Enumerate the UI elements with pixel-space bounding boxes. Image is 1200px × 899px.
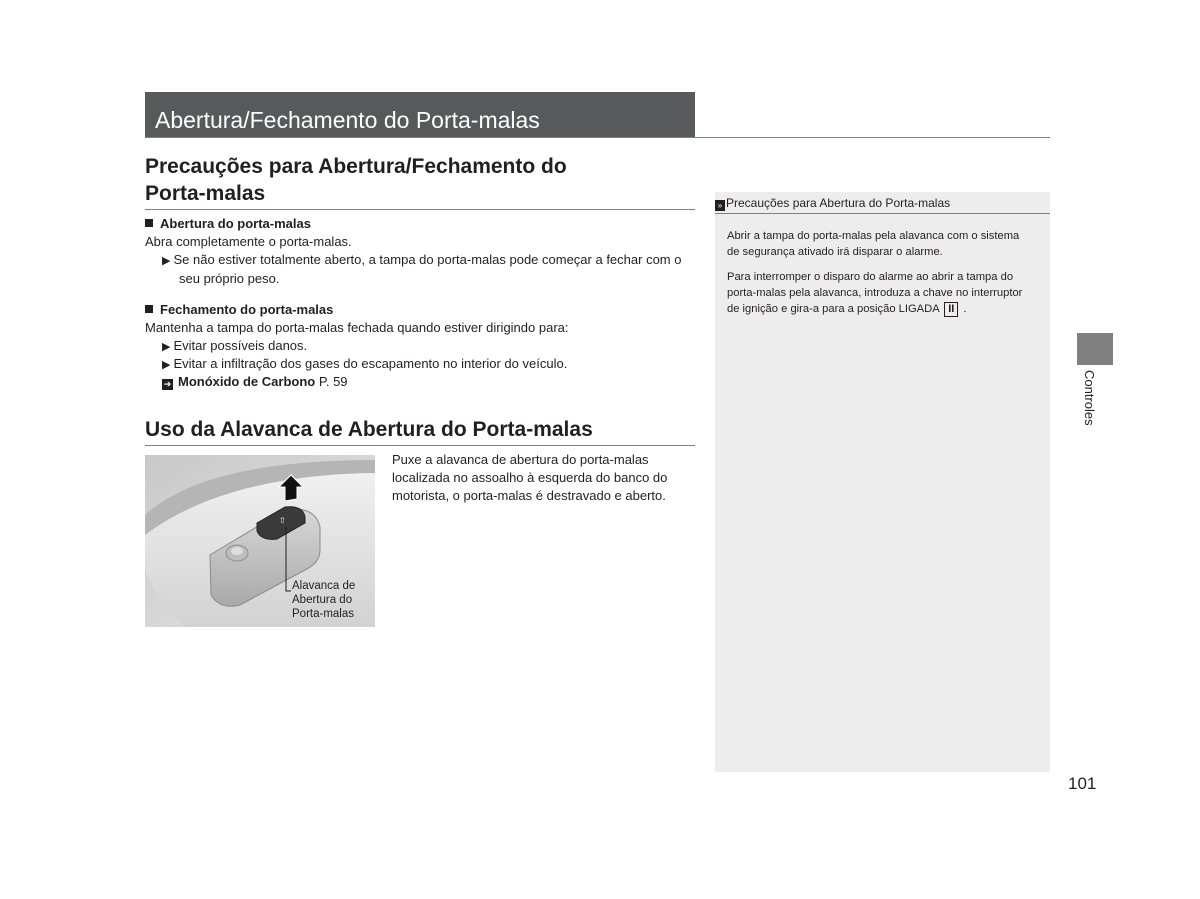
sidebar-p2-end: . [963,303,967,315]
reference-page: P. 59 [318,374,348,389]
closing-bullet-2-text: Evitar a infiltração dos gases do escapamento no interior do veículo. [173,356,568,371]
sidebar-p1-line2: de segurança ativado irá disparar o alarme. [727,246,943,258]
bullet-square-icon [145,219,153,227]
subhead-closing [145,302,333,317]
sidebar-divider [715,213,1050,214]
bullet-square-icon [145,305,153,313]
cross-reference-link[interactable] [162,373,348,391]
ignition-position-badge: II [944,302,958,317]
opening-warning-line2: seu próprio peso. [179,271,280,286]
sidebar-title [715,196,950,211]
reference-arrow-icon: ➔ [163,379,172,389]
sidebar-title-text: Precauções para Abertura do Porta-malas [726,196,951,210]
note-marker-icon: » [715,200,725,211]
closing-text: Mantenha a tampa do porta-malas fechada quando estiver dirigindo para: [145,320,569,335]
lever-callout [292,579,355,621]
chapter-tab-marker [1077,333,1113,365]
page-number: 101 [1068,774,1097,793]
lever-callout-line3: Porta-malas [292,608,354,620]
svg-text:⇧: ⇧ [279,516,286,525]
section-heading-precautions [145,153,705,207]
sidebar-paragraph-1 [727,228,1047,260]
closing-bullet-1 [162,337,307,356]
section-heading-line1: Precauções para Abertura/Fechamento do [145,155,567,178]
subhead-opening [145,216,311,231]
triangle-bullet-icon: ▶ [162,341,171,353]
triangle-bullet-icon: ▶ [162,359,171,371]
sidebar-p2-line2: porta-malas pela alavanca, introduza a chave no interruptor [727,287,1023,299]
page-title: Abertura/Fechamento do Porta-malas [145,92,695,137]
sidebar-p2-line3: de ignição e gira-a para a posição LIGADA [727,303,940,315]
opening-warning-line1: Se não estiver totalmente aberto, a tampa do porta-malas pode começar a fechar com o [173,252,682,267]
lever-instructions-line3: motorista, o porta-malas é destravado e aberto. [392,488,666,503]
triangle-bullet-icon: ▶ [162,255,171,267]
sidebar-p2-line3-wrap [727,301,1047,317]
section-divider [145,445,695,446]
closing-bullet-2 [162,355,567,374]
sidebar-paragraph-2 [727,269,1047,317]
trunk-lever-illustration [145,455,375,627]
chapter-tab-label: Controles [1082,370,1097,426]
reference-label: Monóxido de Carbono [178,374,316,389]
closing-bullet-1-text: Evitar possíveis danos. [173,338,308,353]
lever-instructions [392,451,692,505]
sidebar-p2-line1: Para interromper o disparo do alarme ao abrir a tampa do [727,271,1014,283]
section-heading-lever: Uso da Alavanca de Abertura do Porta-malas [145,418,593,441]
subhead-opening-label: Abertura do porta-malas [160,216,311,231]
opening-text: Abra completamente o porta-malas. [145,234,352,249]
section-divider [145,209,695,210]
lever-callout-line1: Alavanca de [292,580,356,592]
subhead-closing-label: Fechamento do porta-malas [160,302,334,317]
sidebar-p1-line1: Abrir a tampa do porta-malas pela alavanca com o sistema [727,230,1020,242]
lever-callout-line2: Abertura do [292,594,353,606]
header-divider [145,137,1050,138]
lever-instructions-line2: localizada no assoalho à esquerda do banco do [392,470,668,485]
lever-instructions-line1: Puxe a alavanca de abertura do porta-malas [392,452,649,467]
section-heading-line2: Porta-malas [145,182,266,205]
opening-warning [162,251,702,288]
